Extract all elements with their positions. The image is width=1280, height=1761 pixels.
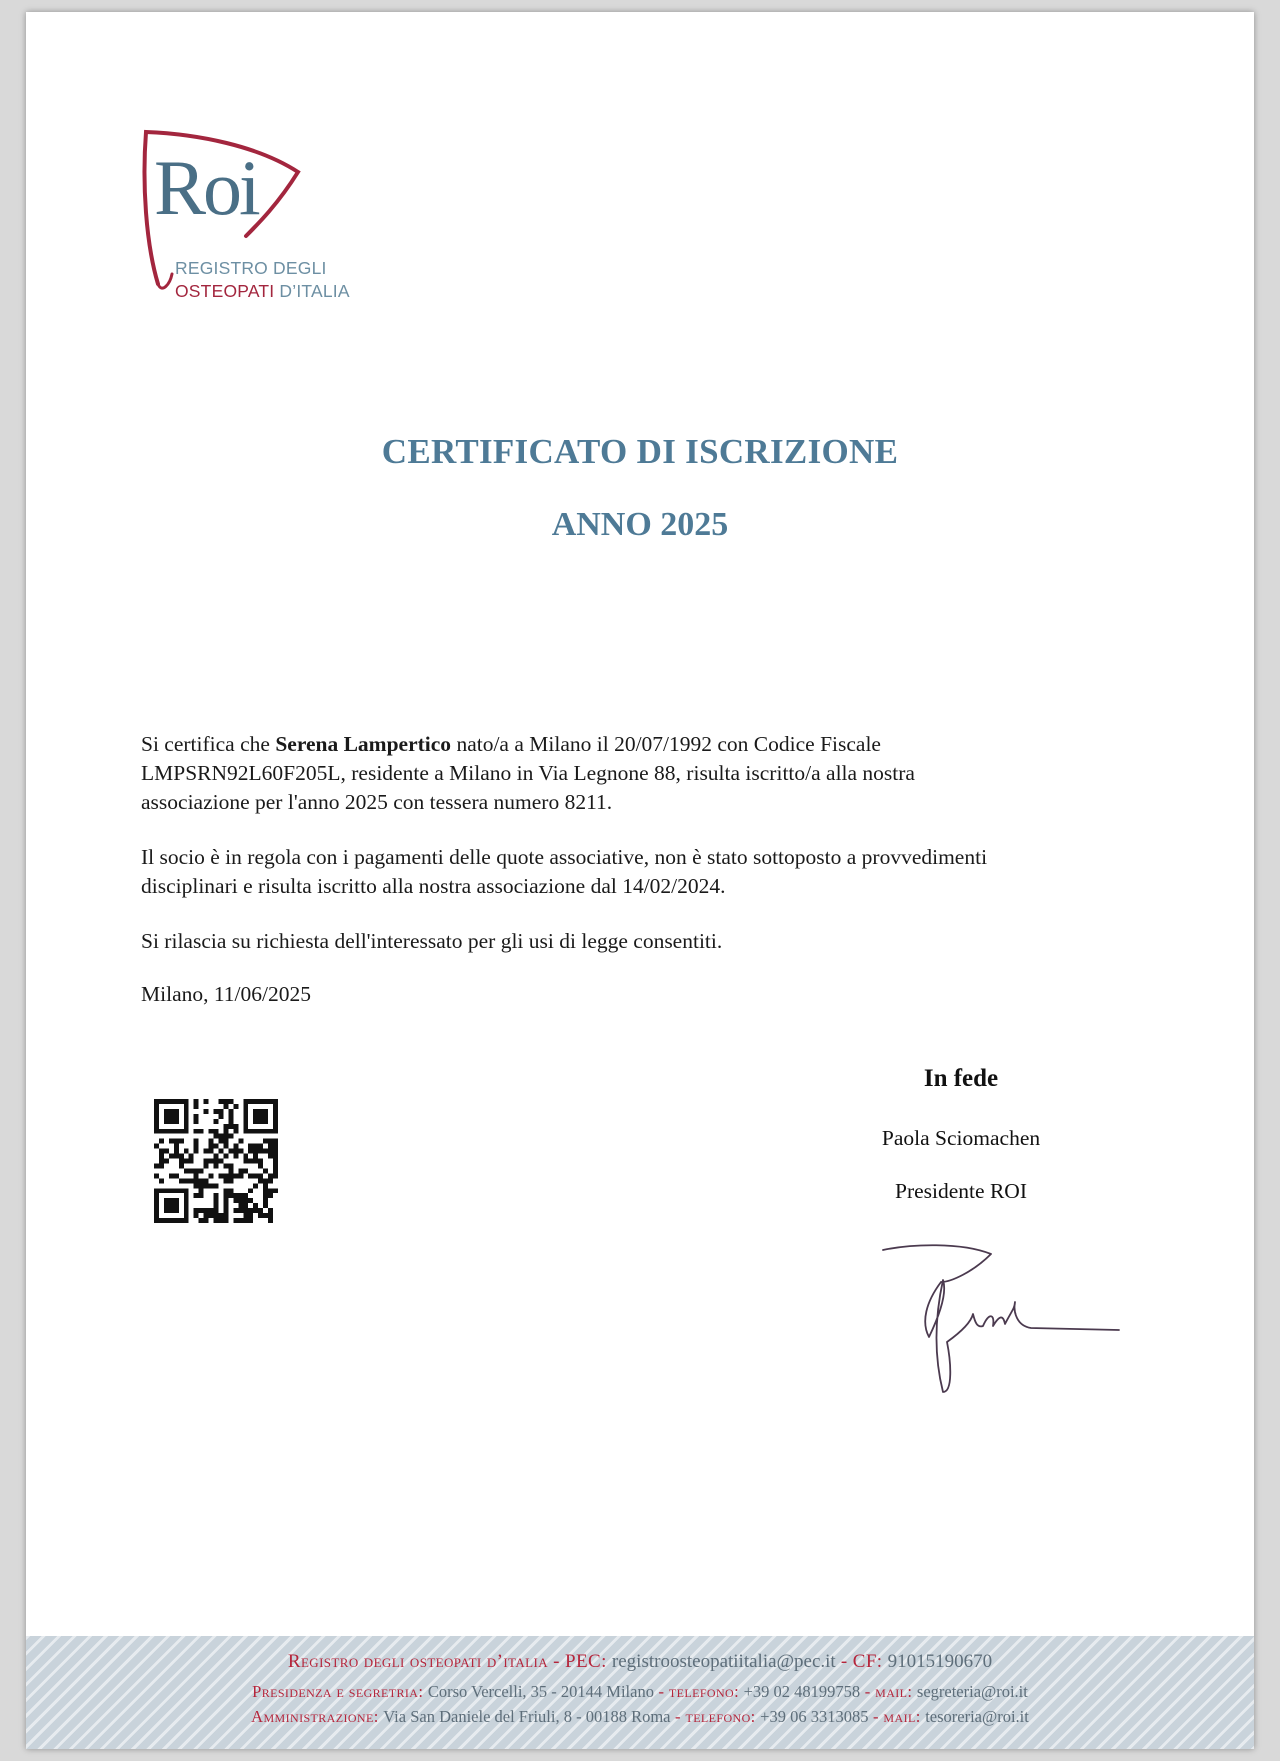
- footer-cf: 91015190670: [887, 1651, 993, 1672]
- certificate-year: ANNO 2025: [551, 506, 729, 543]
- footer-presidenza-label: Presidenza e segretria:: [252, 1682, 428, 1701]
- certificate-page: [26, 12, 1254, 1749]
- footer-line-2: [26, 1682, 1254, 1702]
- certification-paragraph: [141, 730, 1151, 817]
- p1-line2: LMPSRN92L60F205L, residente a Milano in Via Legnone 88, risulta iscritto/a alla nostra: [141, 761, 915, 785]
- footer-line-1: [26, 1651, 1254, 1673]
- footer-pec-label: - PEC:: [548, 1651, 612, 1672]
- p1-prefix: Si certifica che: [141, 732, 276, 756]
- footer-tel-label: - telefono:: [653, 1682, 744, 1701]
- footer-amministrazione-label: Amministrazione:: [251, 1707, 384, 1726]
- p1-line3: associazione per l'anno 2025 con tessera numero 8211.: [141, 790, 613, 814]
- p2-line1: Il socio è in regola con i pagamenti delle quote associative, non è stato sottoposto a provvedimenti: [141, 845, 988, 869]
- footer-presidenza-phone: +39 02 48199758: [743, 1682, 861, 1701]
- footer-org: Registro degli osteopati d’italia: [287, 1651, 549, 1672]
- footer-segreteria-mail[interactable]: segreteria@roi.it: [916, 1682, 1028, 1701]
- handwritten-signature-icon: [881, 1242, 1121, 1402]
- footer-tel-label-2: - telefono:: [670, 1707, 761, 1726]
- footer: [26, 1636, 1254, 1749]
- logo-tagline-1: REGISTRO DEGLI: [175, 258, 327, 278]
- footer-line-3: [26, 1707, 1254, 1727]
- footer-mail-label: - mail:: [860, 1682, 917, 1701]
- qr-code-icon: [154, 1099, 278, 1223]
- footer-presidenza-address: Corso Vercelli, 35 - 20144 Milano: [427, 1682, 654, 1701]
- standing-paragraph: [141, 843, 1151, 901]
- logo-tagline-rest: D’ITALIA: [274, 281, 350, 301]
- member-name: Serena Lampertico: [275, 732, 452, 756]
- roi-logo: [138, 124, 378, 314]
- issue-paragraph: Si rilascia su richiesta dell'interessato per gli usi di legge consentiti.: [141, 929, 723, 953]
- closing-text: In fede: [923, 1065, 999, 1092]
- signer-name: Paola Sciomachen: [881, 1126, 1041, 1150]
- logo-tagline-2: [175, 281, 350, 302]
- p1-line1-rest: nato/a a Milano il 20/07/1992 con Codice Fiscale: [451, 732, 881, 756]
- footer-tesoreria-mail[interactable]: tesoreria@roi.it: [925, 1707, 1029, 1726]
- certificate-title: CERTIFICATO DI ISCRIZIONE: [381, 432, 899, 471]
- signer-role: Presidente ROI: [895, 1179, 1027, 1203]
- footer-cf-label: - CF:: [835, 1651, 888, 1672]
- footer-mail-label-2: - mail:: [868, 1707, 926, 1726]
- footer-pec[interactable]: registroosteopatiitalia@pec.it: [611, 1651, 836, 1672]
- logo-tagline-accent: OSTEOPATI: [175, 281, 275, 301]
- place-date: Milano, 11/06/2025: [141, 982, 312, 1006]
- footer-amministrazione-address: Via San Daniele del Friuli, 8 - 00188 Roma: [383, 1707, 671, 1726]
- footer-amministrazione-phone: +39 06 3313085: [760, 1707, 869, 1726]
- logo-wordmark: Roi: [154, 144, 258, 231]
- p2-line2: disciplinari e risulta iscritto alla nostra associazione dal 14/02/2024.: [141, 874, 726, 898]
